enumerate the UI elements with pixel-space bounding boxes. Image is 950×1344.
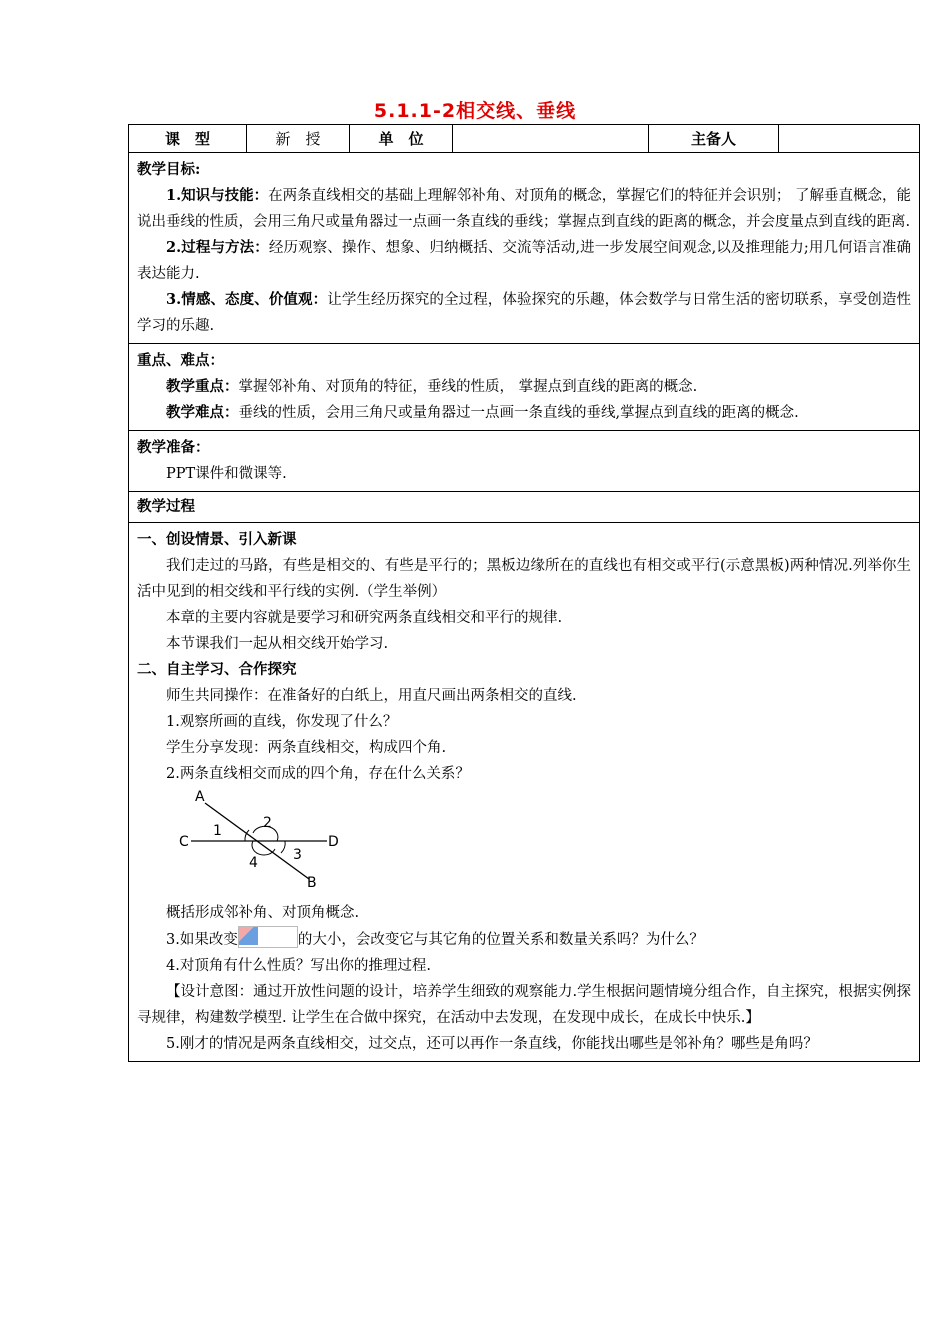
section2-p6 [137,926,911,953]
section2-p6-after: 的大小，会改变它与其它角的位置关系和数量关系吗？为什么？ [297,932,704,948]
key-points-section [129,344,919,431]
label-D: D [328,834,339,850]
intersecting-lines-diagram [177,789,357,889]
section1-paragraph-1: 我们走过的马路，有些是相交的、有些是平行的；黑板边缘所在的直线也有相交或平行(示意黑板)两种情况.列举你生活中见到的相交线和平行线的实例.（学生举例） [137,558,911,600]
section2-p3: 学生分享发现：两条直线相交，构成四个角. [166,740,447,756]
angle-image-placeholder [238,926,298,948]
lesson-plan-table [128,124,920,1062]
section2-p9: 5.刚才的情况是两条直线相交，过交点，还可以再作一条直线，你能找出哪些是邻补角？哪些是角吗？ [166,1036,818,1052]
type-value: 新 授 [247,125,350,152]
objective-1-label: 1.知识与技能： [166,187,269,204]
key-point [137,374,911,400]
preparer-value [779,125,919,152]
section2-p8: 【设计意图：通过开放性问题的设计，培养学生细致的观察能力.学生根据问题情境分组合作，自主探究，根据实例探寻规律，构建数学模型. 让学生在合做中探究，在活动中去发现，在发现中成长，在成长中快乐.】 [137,984,911,1026]
label-C: C [179,834,189,850]
objective-2-text: 经历观察、操作、想象、归纳概括、交流等活动,进一步发展空间观念,以及推理能力;用几何语言准确表达能力. [137,240,911,282]
label-B: B [307,875,317,889]
section1-paragraph-2: 本章的主要内容就是要学习和研究两条直线相交和平行的规律. [166,610,563,626]
header-row [129,125,919,153]
preparation-heading: 教学准备： [137,439,210,456]
key-points-heading: 重点、难点： [137,352,224,369]
objective-1 [137,183,911,235]
process-heading-row [129,492,919,523]
objective-2-label: 2.过程与方法： [166,239,269,256]
angle-4-label: 4 [249,855,258,871]
type-label: 课 型 [129,125,247,152]
unit-value [453,125,649,152]
section1-heading: 一、创设情景、引入新课 [137,531,297,548]
objective-2 [137,235,911,287]
section2-p5: 概括形成邻补角、对顶角概念. [166,905,360,921]
label-A: A [195,789,205,805]
process-section [129,523,919,1061]
section1-paragraph-3: 本节课我们一起从相交线开始学习. [166,636,389,652]
difficult-point-text: 垂线的性质，会用三角尺或量角器过一点画一条直线的垂线,掌握点到直线的距离的概念. [238,405,799,421]
angle-4-arc [252,841,275,855]
objective-3-label: 3.情感、态度、价值观： [166,291,328,308]
difficult-point-label: 教学难点： [166,404,239,421]
section2-p2: 1.观察所画的直线，你发现了什么？ [166,714,398,730]
difficult-point [137,400,911,426]
preparation-section [129,431,919,492]
key-point-label: 教学重点： [166,378,239,395]
objective-3-text: 让学生经历探究的全过程，体验探究的乐趣，体会数学与日常生活的密切联系，享受创造性学习的乐趣. [137,292,912,334]
angle-1-label: 1 [213,823,222,839]
objective-1-text: 在两条直线相交的基础上理解邻补角、对顶角的概念，掌握它们的特征并会识别； 了解垂直概念，能说出垂线的性质，会用三角尺或量角器过一点画一条直线的垂线；掌握点到直线的距离的概念，并会度量点到直线的距离. [137,188,911,230]
image-icon [239,927,258,945]
angle-3-arc [281,841,285,853]
objectives-heading: 教学目标: [137,161,201,178]
preparation-text: PPT课件和微课等. [166,466,287,482]
process-heading: 教学过程 [137,498,195,515]
key-point-text: 掌握邻补角、对顶角的特征，垂线的性质， 掌握点到直线的距离的概念. [238,379,698,395]
section2-heading: 二、自主学习、合作探究 [137,661,297,678]
page-title: 5.1.1-2相交线、垂线 [373,100,577,122]
section2-p6-before: 3.如果改变 [166,932,238,948]
unit-label: 单 位 [350,125,453,152]
preparer-label: 主备人 [649,125,779,152]
objective-3 [137,287,911,339]
section2-p4: 2.两条直线相交而成的四个角，存在什么关系？ [166,766,470,782]
section2-p7: 4.对顶角有什么性质？写出你的推理过程. [166,958,431,974]
objectives-section [129,153,919,344]
angle-3-label: 3 [293,847,302,863]
section2-p1: 师生共同操作：在准备好的白纸上，用直尺画出两条相交的直线. [166,688,577,704]
angle-2-label: 2 [263,815,272,831]
